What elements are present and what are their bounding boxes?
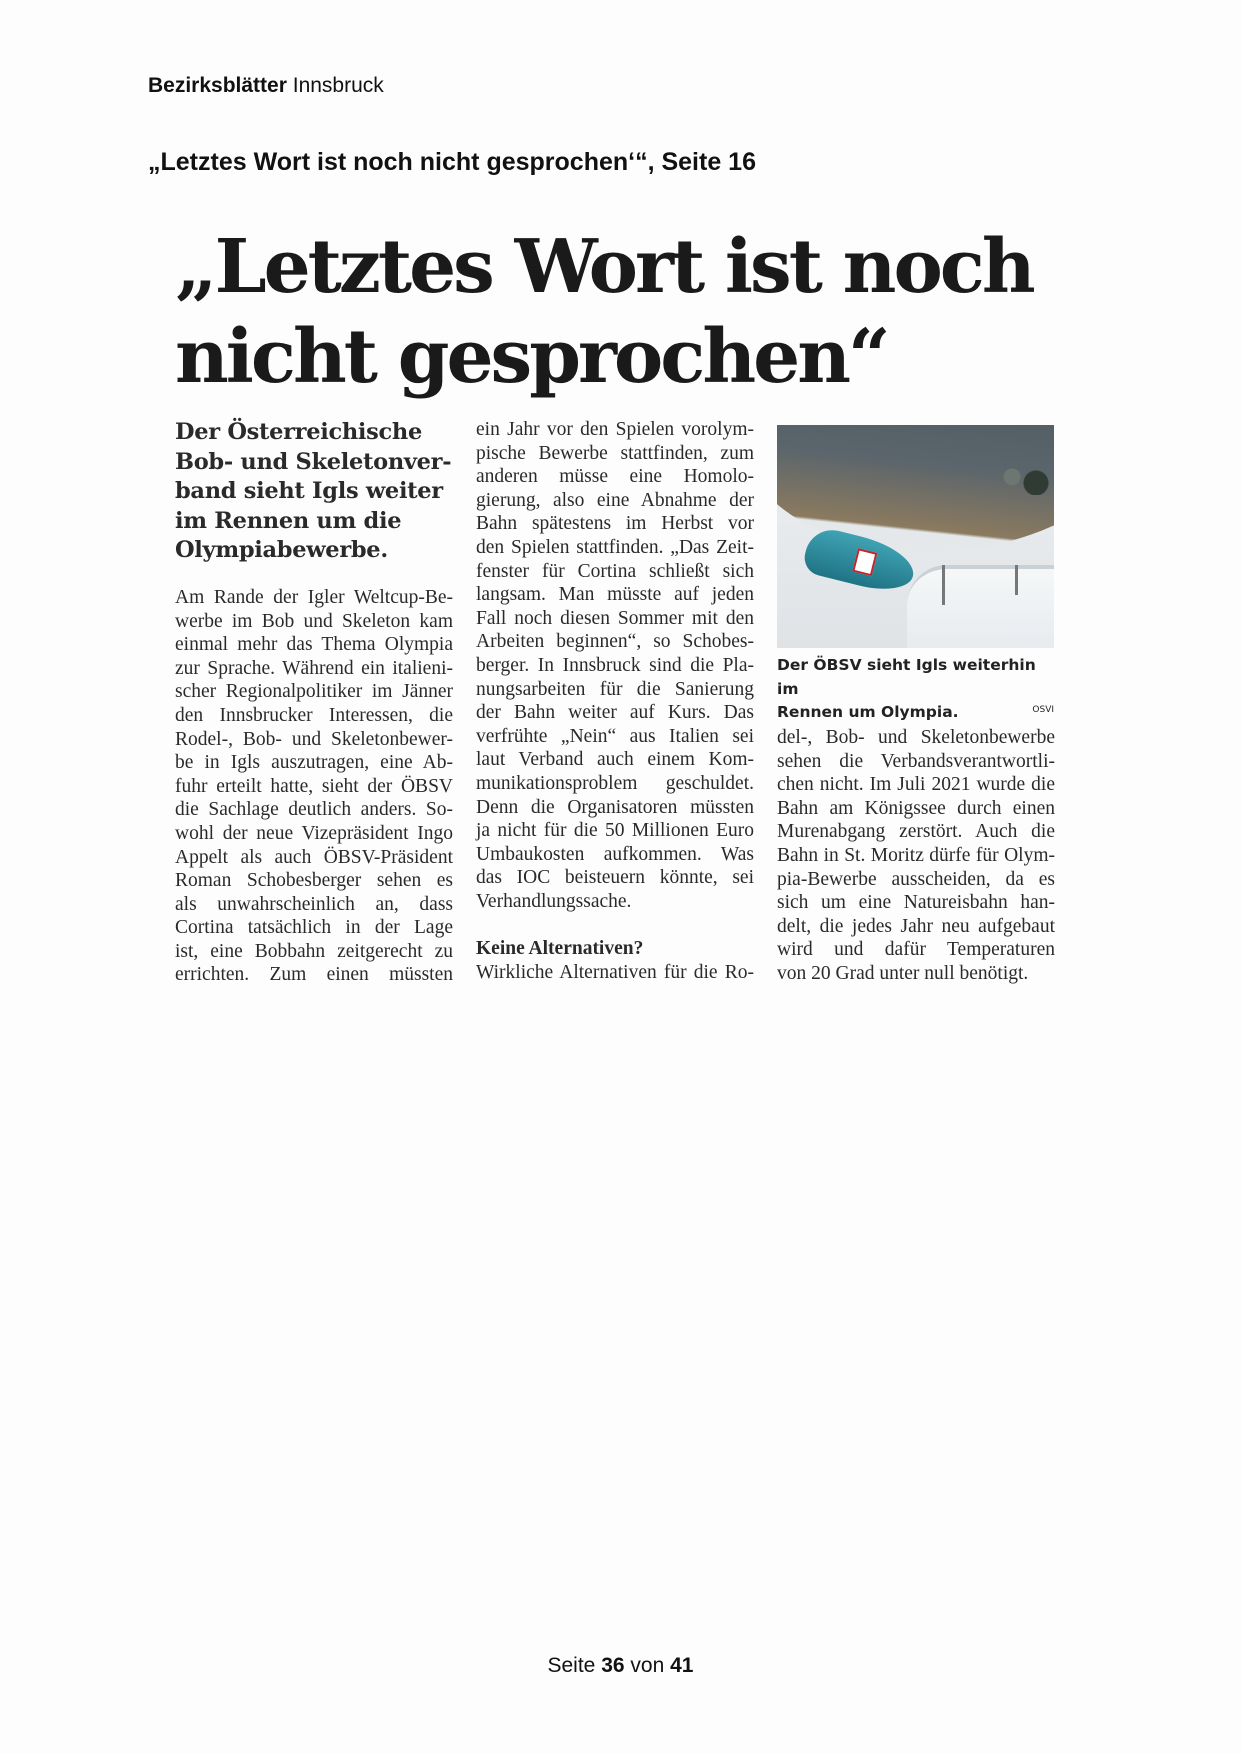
text-line: pia-Bewerbe ausscheiden, da es	[777, 868, 1055, 890]
caption-line: Der ÖBSV sieht Igls weiterhin im	[777, 656, 1036, 698]
text-line: munikationsproblem geschuldet.	[476, 772, 754, 794]
text-line: nungsarbeiten für die Sanierung	[476, 678, 754, 700]
text-line: Verhandlungssache.	[476, 890, 632, 912]
text-line: den Spielen stattfinden. „Das Zeit-	[476, 536, 754, 558]
text-line: Umbaukosten aufkommen. Was	[476, 843, 754, 865]
footer-sep: von	[630, 1654, 665, 1677]
text-line: be in Igls auszutragen, eine Ab-	[175, 752, 453, 774]
page-total: 41	[670, 1654, 694, 1677]
body-text	[175, 586, 453, 987]
text-line: als unwahrscheinlich an, dass	[175, 893, 453, 915]
text-line: wird und dafür Temperaturen	[777, 939, 1055, 961]
bobsled-logo	[852, 548, 877, 576]
text-line: scher Regionalpolitiker im Jänner	[175, 681, 453, 703]
footer-prefix: Seite	[547, 1654, 596, 1677]
text-line: einmal mehr das Thema Olympia	[175, 634, 453, 656]
text-line: chen nicht. Im Juli 2021 wurde die	[777, 774, 1055, 796]
trees	[994, 435, 1054, 495]
text-line: sich um eine Natureisbahn han-	[777, 892, 1055, 914]
column-3	[777, 726, 1055, 986]
text-line: delt, die jedes Jahr neu aufgebaut	[777, 915, 1055, 937]
column-1	[175, 418, 453, 987]
text-line: errichten. Zum einen müssten	[175, 964, 453, 986]
text-line: sehen die Verbandsverantwortli-	[777, 750, 1055, 772]
text-line: Denn die Organisatoren müssten	[476, 796, 754, 818]
text-line: laut Verband auch einem Kom-	[476, 749, 754, 771]
text-line: Cortina tatsächlich in der Lage	[175, 917, 453, 939]
track-wall	[907, 565, 1054, 648]
page-number: 36	[601, 1654, 625, 1677]
bobsled-photo	[777, 425, 1054, 648]
publication-header	[148, 74, 384, 98]
lead-line: band sieht Igls weiter	[175, 478, 443, 505]
text-line: Bahn am Königssee durch einen	[777, 797, 1055, 819]
text-line: Appelt als auch ÖBSV-Präsident	[175, 846, 453, 868]
text-line: wohl der neue Vizepräsident Ingo	[175, 822, 453, 844]
body-text	[476, 418, 754, 913]
lead-line: Olympiabewerbe.	[175, 537, 388, 564]
text-line: langsam. Man müsste auf jeden	[476, 584, 754, 606]
brand: Bezirksblätter	[148, 74, 287, 97]
text-line: fuhr erteilt hatte, sieht der ÖBSV	[175, 775, 453, 797]
photo-credit: OSVI	[1032, 705, 1054, 716]
text-line: ist, eine Bobbahn zeitgerecht zu	[175, 940, 453, 962]
lead-line: Bob- und Skeletonver-	[175, 448, 452, 475]
body-text	[476, 961, 754, 985]
text-line: gierung, also eine Abnahme der	[476, 489, 754, 511]
body-text	[777, 726, 1055, 986]
lead-line: Der Österreichische	[175, 419, 423, 445]
headline	[175, 222, 1075, 402]
text-line: der Bahn weiter auf Kurs. Das	[476, 702, 754, 724]
text-line: anderen müsse eine Homolo-	[476, 466, 754, 488]
lead-paragraph	[175, 418, 453, 566]
text-line: Fall noch diesen Sommer mit den	[476, 607, 754, 629]
text-line: das IOC beisteuern könnte, sei	[476, 867, 754, 889]
caption-line: Rennen um Olympia.	[777, 703, 959, 722]
text-line: Roman Schobesberger sehen es	[175, 870, 453, 892]
text-line: Bahn spätestens im Herbst vor	[476, 513, 754, 535]
text-line: die Sachlage deutlich anders. So-	[175, 799, 453, 821]
lead-line: im Rennen um die	[175, 507, 402, 534]
text-line: del-, Bob- und Skeletonbewerbe	[777, 727, 1055, 748]
text-line: werbe im Bob und Skeleton kam	[175, 610, 453, 632]
text-line: ein Jahr vor den Spielen vorolym-	[476, 419, 754, 440]
pole	[942, 565, 945, 605]
text-line: Wirkliche Alternativen für die Ro-	[476, 961, 754, 983]
text-line: Am Rande der Igler Weltcup-Be-	[175, 586, 453, 608]
text-line: pische Bewerbe stattfinden, zum	[476, 442, 754, 464]
column-2	[476, 418, 754, 984]
text-line: Rodel-, Bob- und Skeletonbewer-	[175, 728, 453, 750]
text-line: zur Sprache. Während ein italieni-	[175, 657, 453, 679]
text-line: von 20 Grad unter null benötigt.	[777, 962, 1029, 984]
text-line: Bahn in St. Moritz dürfe für Olym-	[777, 844, 1055, 866]
page-footer	[0, 1654, 1241, 1678]
article-reference: „Letztes Wort ist noch nicht gesprochen‘“, Seite 16	[148, 148, 756, 176]
text-line: Murenabgang zerstört. Auch die	[777, 821, 1055, 843]
headline-line: „Letztes Wort ist noch	[175, 224, 1033, 310]
text-line: verfrühte „Nein“ aus Italien sei	[476, 725, 754, 747]
pole	[1015, 565, 1018, 595]
region: Innsbruck	[292, 74, 384, 97]
photo-caption	[777, 654, 1054, 725]
headline-line: nicht gesprochen“	[175, 314, 888, 400]
text-line: berger. In Innsbruck sind die Pla-	[476, 654, 754, 676]
text-line: den Innsbrucker Interessen, die	[175, 704, 453, 726]
text-line: ja nicht für die 50 Millionen Euro	[476, 820, 754, 842]
text-line: fenster für Cortina schließt sich	[476, 560, 754, 582]
subheading: Keine Alternativen?	[476, 938, 644, 960]
text-line: Arbeiten beginnen“, so Schobes-	[476, 631, 754, 653]
